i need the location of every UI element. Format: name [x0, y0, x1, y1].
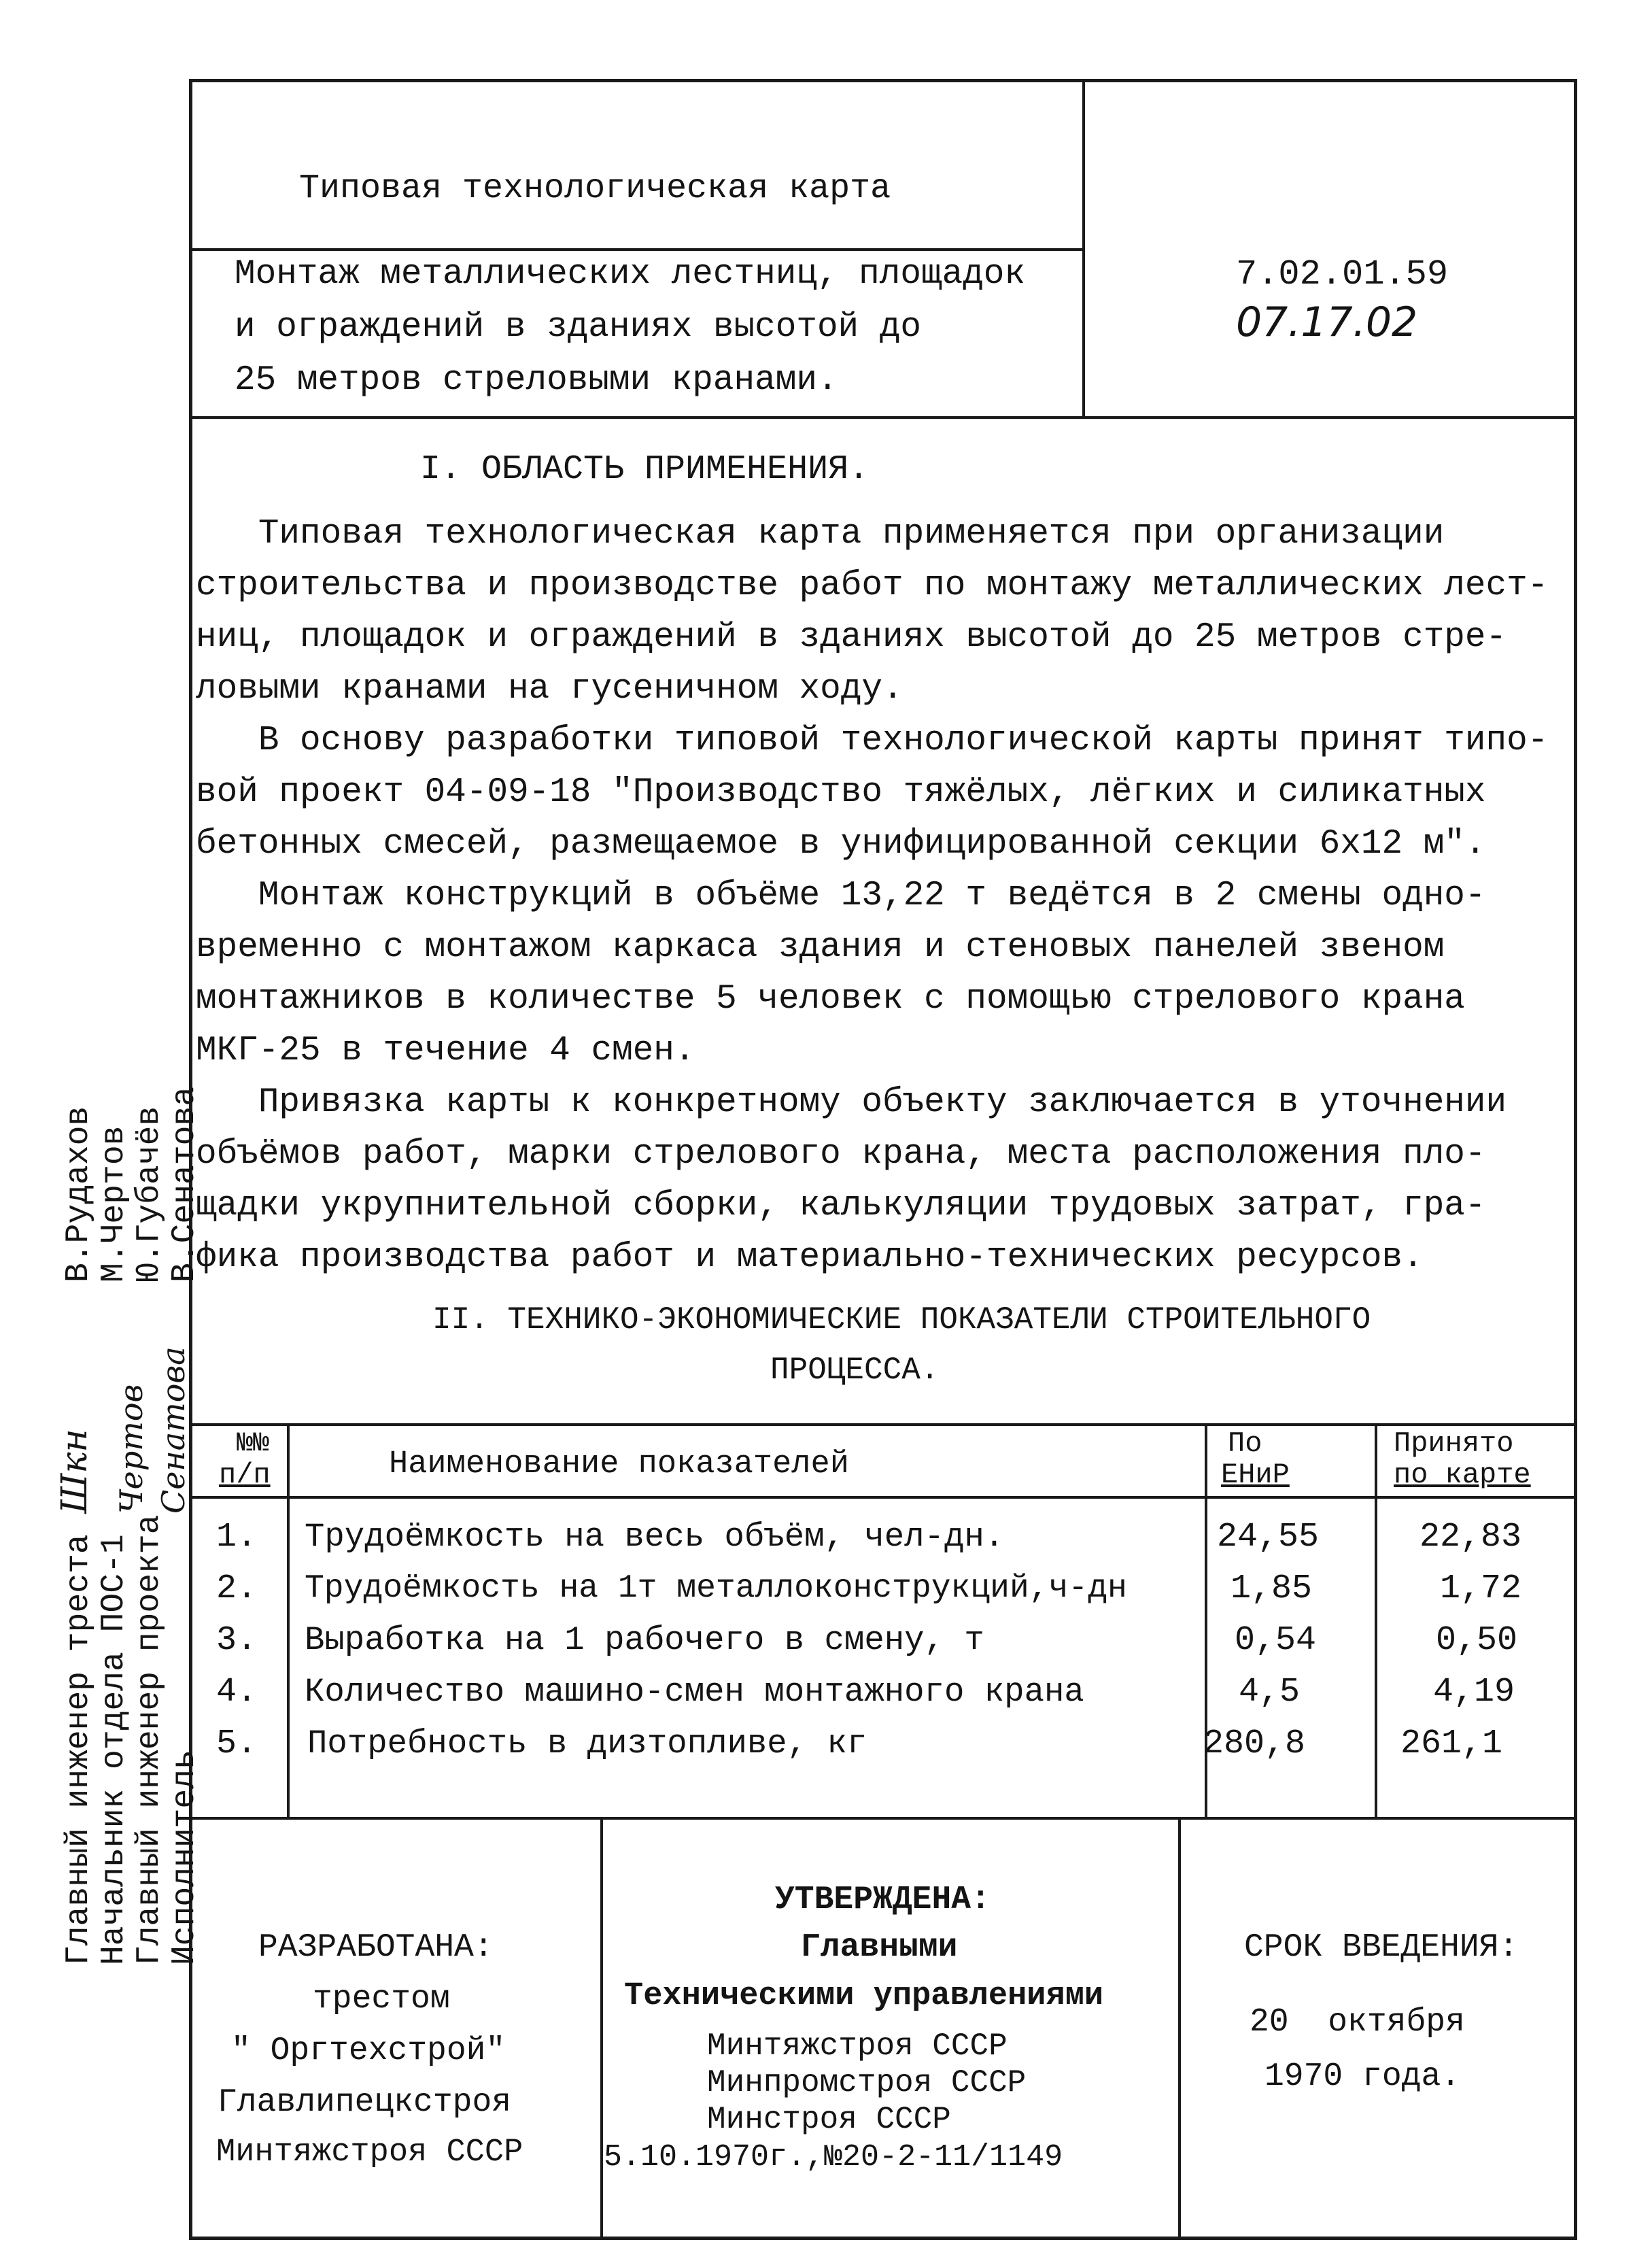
section1-heading: I. ОБЛАСТЬ ПРИМЕНЕНИЯ. — [420, 450, 870, 489]
developed-line-1: трестом — [313, 1981, 450, 2018]
footer-top-rule — [189, 1817, 1577, 1820]
col-header-card-bottom: по карте — [1394, 1459, 1531, 1491]
col-header-num-top: №№ — [237, 1429, 270, 1459]
row-num: 5. — [216, 1724, 258, 1763]
body-line: Монтаж конструкций в объёме 13,22 т ведётся в 2 смены одно- — [196, 877, 1486, 915]
header-vertical-divider — [1082, 79, 1085, 418]
signature-name-4: В.Сенатова — [167, 1086, 203, 1282]
col-header-card-top: Принято — [1394, 1427, 1514, 1460]
table-col-num-divider — [287, 1423, 290, 1818]
approved-org-3: Минстроя СССР — [707, 2102, 951, 2137]
signature-handwritten-2: Чертов — [113, 1384, 150, 1514]
approved-label: УТВЕРЖДЕНА: — [775, 1882, 991, 1918]
signature-name-2: М.Чертов — [96, 1125, 133, 1282]
developed-line-3: Главлипецкстроя — [218, 2084, 512, 2121]
signature-name-1: В.Рудахов — [61, 1106, 97, 1282]
col-header-name: Наименование показателей — [389, 1446, 849, 1482]
body-line: монтажников в количестве 5 человек с помощью стрелового крана — [196, 980, 1465, 1019]
approved-org-2: Минпромстроя СССР — [707, 2065, 1027, 2101]
footer-divider-right — [1178, 1817, 1181, 2240]
approved-org-1: Минтяжстроя СССР — [707, 2028, 1008, 2064]
effective-date-2: 1970 года. — [1264, 2058, 1461, 2095]
approved-line-1: Главными — [801, 1929, 958, 1966]
col-header-enir-top: По — [1228, 1427, 1262, 1460]
row-num: 4. — [216, 1673, 258, 1712]
developed-label: РАЗРАБОТАНА: — [258, 1929, 494, 1966]
document-code-handwritten: 07.17.02 — [1236, 299, 1418, 346]
row-num: 3. — [216, 1621, 258, 1660]
header-bottom-rule — [189, 416, 1577, 419]
signature-role-4: Исполнитель — [167, 1750, 203, 1965]
footer-divider-left — [600, 1817, 603, 2240]
body-line: В основу разработки типовой технологической карты принят типо- — [196, 721, 1549, 760]
body-line: строительства и производстве работ по монтажу металлических лест- — [196, 566, 1549, 605]
signature-handwritten-3: Сенатова — [155, 1346, 192, 1514]
row-card: 261,1 — [1400, 1724, 1503, 1763]
section2-heading-line2: ПРОЦЕССА. — [770, 1353, 940, 1388]
effective-date-1: 20 октября — [1250, 2004, 1465, 2041]
row-enir: 280,8 — [1203, 1724, 1306, 1763]
approved-line-2: Техническими управлениями — [624, 1978, 1104, 2014]
developed-line-2: " Оргтехстрой" — [231, 2033, 506, 2069]
body-line: щадки укрупнительной сборки, калькуляции трудовых затрат, гра- — [196, 1187, 1486, 1225]
table-header-rule — [189, 1496, 1577, 1499]
row-card: 1,72 — [1440, 1569, 1522, 1608]
row-enir: 1,85 — [1231, 1569, 1313, 1608]
signature-role-3: Главный инженер проекта — [131, 1514, 168, 1965]
row-name: Трудоёмкость на весь объём, чел-дн. — [305, 1518, 1005, 1556]
section2-heading-line1: II. ТЕХНИКО-ЭКОНОМИЧЕСКИЕ ПОКАЗАТЕЛИ СТРОИТЕЛЬНОГО — [432, 1302, 1371, 1338]
developed-line-4: Минтяжстроя СССР — [216, 2135, 523, 2171]
header-divider — [189, 248, 1084, 251]
effective-label: СРОК ВВЕДЕНИЯ: — [1244, 1929, 1519, 1966]
signature-name-3: Ю.Губачёв — [131, 1106, 168, 1282]
body-line: Типовая технологическая карта применяется при организации — [196, 515, 1445, 554]
subject-line-3: 25 метров стреловыми кранами. — [235, 361, 838, 400]
row-enir: 24,55 — [1217, 1518, 1320, 1557]
body-line: фика производства работ и материально-технических ресурсов. — [196, 1238, 1424, 1277]
col-header-enir-bottom: ЕНиР — [1221, 1459, 1290, 1491]
row-name: Трудоёмкость на 1т металлоконструкций,ч-дн — [305, 1570, 1127, 1607]
section1-body — [196, 509, 1569, 1284]
document-title: Типовая технологическая карта — [299, 169, 891, 208]
body-line: вой проект 04-09-18 "Производство тяжёлых, лёгких и силикатных — [196, 773, 1486, 812]
signature-role-2: Начальник отдела ПОС-1 — [96, 1534, 133, 1965]
row-name: Количество машино-смен монтажного крана — [305, 1673, 1084, 1711]
row-card: 22,83 — [1419, 1518, 1522, 1557]
body-line: МКГ-25 в течение 4 смен. — [196, 1032, 695, 1070]
row-enir: 0,54 — [1235, 1621, 1317, 1660]
row-name: Потребность в дизтопливе, кг — [307, 1724, 867, 1763]
signature-role-1: Главный инженер треста — [61, 1534, 97, 1965]
row-name: Выработка на 1 рабочего в смену, т — [305, 1621, 984, 1659]
table-top-rule — [189, 1423, 1577, 1426]
row-card: 4,19 — [1433, 1673, 1515, 1712]
document-code: 7.02.01.59 — [1236, 254, 1449, 294]
row-enir: 4,5 — [1239, 1673, 1301, 1712]
row-num: 1. — [216, 1518, 258, 1557]
table-col-card-divider — [1375, 1423, 1377, 1818]
subject-line-1: Монтаж металлических лестниц, площадок — [235, 255, 1025, 294]
approved-ref: 5.10.1970г.,№20-2-11/1149 — [604, 2140, 1063, 2175]
body-line: ловыми кранами на гусеничном ходу. — [196, 670, 904, 709]
subject-line-2: и ограждений в зданиях высотой до — [235, 308, 921, 347]
col-header-num-bottom: п/п — [219, 1459, 271, 1491]
body-line: ниц, площадок и ограждений в зданиях высотой до 25 метров стре- — [196, 618, 1507, 657]
body-line: бетонных смесей, размещаемое в унифицированной секции 6х12 м". — [196, 825, 1486, 864]
row-card: 0,50 — [1436, 1621, 1518, 1660]
body-line: Привязка карты к конкретному объекту заключается в уточнении — [196, 1083, 1507, 1122]
row-num: 2. — [216, 1569, 258, 1608]
body-line: объёмов работ, марки стрелового крана, места расположения пло- — [196, 1135, 1486, 1174]
signature-handwritten-1: Шкн — [54, 1429, 95, 1514]
body-line: временно с монтажом каркаса здания и стеновых панелей звеном — [196, 928, 1445, 967]
